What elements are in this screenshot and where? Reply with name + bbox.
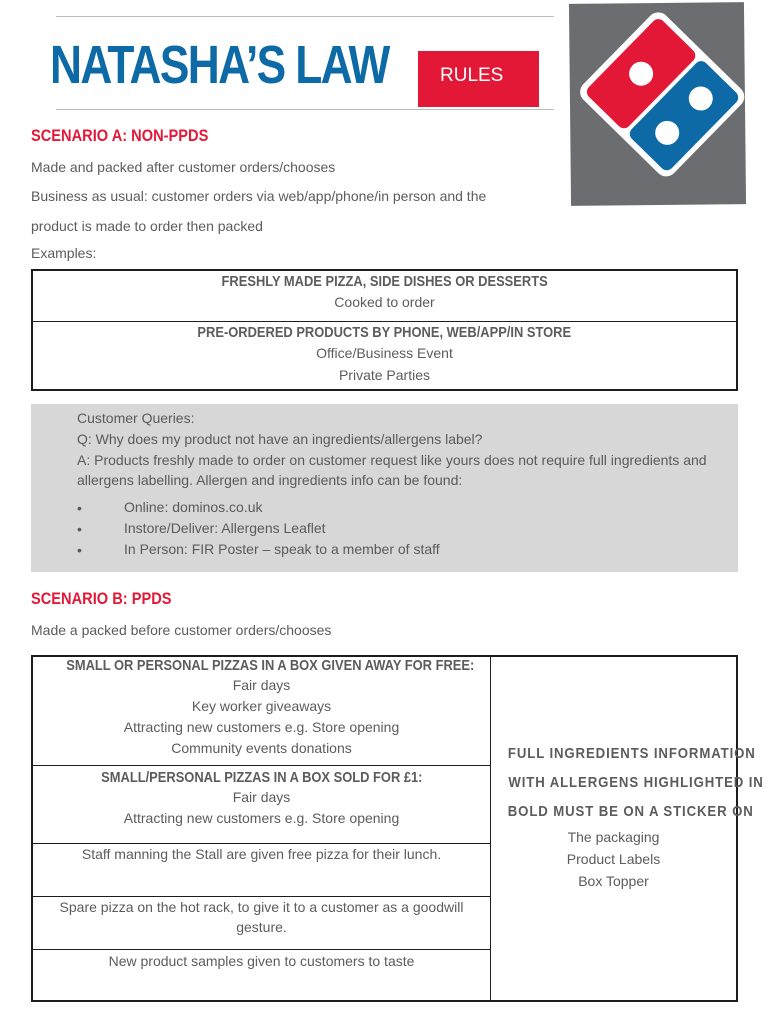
requirement-detail: Product Labels — [566, 851, 661, 867]
table-row — [33, 769, 490, 829]
table-row — [33, 657, 490, 759]
row-detail: Community events donations — [171, 740, 352, 756]
logo-panel — [569, 2, 746, 206]
table-row — [33, 324, 736, 386]
row-detail: Office/Business Event — [316, 345, 453, 361]
dominos-logo-icon — [569, 2, 746, 206]
row-heading: SMALL OR PERSONAL PIZZAS IN A BOX GIVEN AWAY FOR FREE: — [66, 657, 475, 674]
list-item: Online: dominos.co.uk — [124, 499, 263, 515]
row-heading: SMALL/PERSONAL PIZZAS IN A BOX SOLD FOR £1: — [100, 769, 423, 786]
scenario-b-line: Made a packed before customer orders/chooses — [31, 622, 332, 638]
bullet-icon: • — [77, 521, 82, 537]
row-detail: Key worker giveaways — [191, 698, 332, 714]
scenario-a-examples-table — [31, 269, 738, 391]
rules-badge: RULES — [418, 51, 539, 107]
requirement-heading: FULL INGREDIENTS INFORMATION — [507, 745, 756, 762]
table-row — [33, 273, 736, 313]
table-row: Staff manning the Stall are given free pizza for their lunch. — [81, 846, 442, 862]
row-detail: gesture. — [236, 919, 287, 935]
row-detail: Private Parties — [338, 367, 431, 383]
header-top-rule — [56, 16, 554, 17]
scenario-a-line-3: product is made to order then packed — [31, 218, 263, 234]
scenario-b-heading: SCENARIO B: PPDS — [31, 589, 172, 608]
page-title: NATASHA’S LAW — [50, 35, 389, 95]
bullet-icon: • — [77, 542, 82, 558]
queries-question: Q: Why does my product not have an ingredients/allergens label? — [77, 431, 483, 447]
queries-answer-line-1: A: Products freshly made to order on customer request like yours does not require full ingredients and — [77, 452, 707, 468]
table-divider — [33, 321, 736, 322]
scenario-a-heading: SCENARIO A: NON-PPDS — [31, 126, 209, 145]
row-detail: Attracting new customers e.g. Store opening — [123, 810, 400, 826]
list-item: Instore/Deliver: Allergens Leaflet — [124, 520, 326, 536]
table-row: New product samples given to customers to taste — [108, 953, 415, 969]
queries-title: Customer Queries: — [77, 410, 195, 426]
row-heading: FRESHLY MADE PIZZA, SIDE DISHES OR DESSERTS — [221, 273, 548, 290]
requirement-detail: Box Topper — [578, 873, 649, 889]
bullet-icon: • — [77, 500, 82, 516]
row-detail: Fair days — [232, 677, 291, 693]
requirement-heading: BOLD MUST BE ON A STICKER ON — [507, 803, 754, 820]
examples-label: Examples: — [31, 245, 97, 261]
requirement-cell — [491, 657, 764, 1000]
list-item: In Person: FIR Poster – speak to a member of staff — [124, 541, 440, 557]
requirement-detail: The packaging — [567, 829, 660, 845]
row-detail: Attracting new customers e.g. Store opening — [123, 719, 400, 735]
table-row — [33, 897, 490, 937]
scenario-a-line-1: Made and packed after customer orders/chooses — [31, 159, 336, 175]
scenario-b-table — [31, 655, 764, 1002]
header-bottom-rule — [56, 109, 554, 110]
row-detail: Fair days — [232, 789, 291, 805]
queries-answer-line-2: allergens labelling. Allergen and ingredients info can be found: — [77, 472, 463, 488]
row-detail: Cooked to order — [334, 294, 435, 310]
row-heading: PRE-ORDERED PRODUCTS BY PHONE, WEB/APP/IN STORE — [197, 324, 572, 341]
scenario-a-line-2: Business as usual: customer orders via web/app/phone/in person and the — [31, 188, 487, 204]
table-divider — [33, 765, 490, 766]
requirement-heading: WITH ALLERGENS HIGHLIGHTED IN — [508, 774, 764, 791]
row-detail: Spare pizza on the hot rack, to give it to a customer as a goodwill — [59, 899, 464, 915]
